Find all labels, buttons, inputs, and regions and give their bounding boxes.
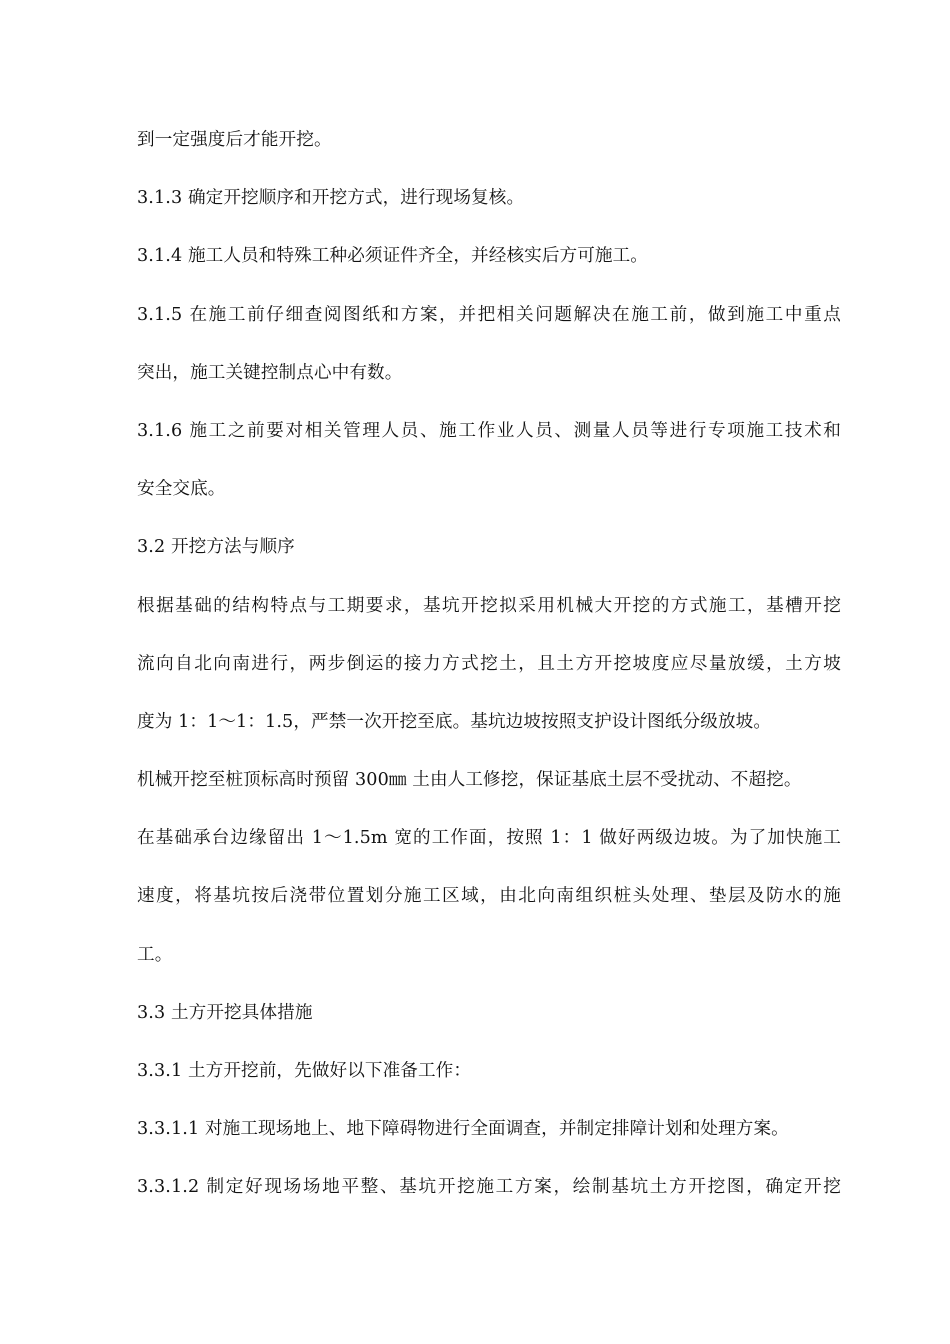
text-line-9: 根据基础的结构特点与工期要求，基坑开挖拟采用机械大开挖的方式施工，基槽开挖 bbox=[137, 595, 841, 616]
text-line-3: 3.1.4 施工人员和特殊工种必须证件齐全，并经核实后方可施工。 bbox=[137, 246, 648, 267]
document-body bbox=[137, 118, 841, 1224]
text-line-7: 安全交底。 bbox=[137, 479, 226, 500]
text-line-4: 3.1.5 在施工前仔细查阅图纸和方案，并把相关问题解决在施工前，做到施工中重点 bbox=[137, 304, 841, 325]
text-line-14: 速度，将基坑按后浇带位置划分施工区域，由北向南组织桩头处理、垫层及防水的施 bbox=[137, 886, 841, 907]
text-line-17: 3.3.1 土方开挖前，先做好以下准备工作： bbox=[137, 1061, 472, 1081]
text-line-19: 3.3.1.2 制定好现场场地平整、基坑开挖施工方案，绘制基坑土方开挖图，确定开挖 bbox=[137, 1177, 841, 1198]
text-line-2: 3.1.3 确定开挖顺序和开挖方式，进行现场复核。 bbox=[137, 188, 525, 209]
text-line-18: 3.3.1.1 对施工现场地上、地下障碍物进行全面调查，并制定排障计划和处理方案。 bbox=[137, 1119, 789, 1140]
text-line-15: 工。 bbox=[137, 944, 173, 965]
text-line-1: 到一定强度后才能开挖。 bbox=[137, 130, 332, 150]
text-line-5: 突出，施工关键控制点心中有数。 bbox=[137, 362, 403, 383]
section-heading-3-2: 3.2 开挖方法与顺序 bbox=[137, 537, 295, 558]
section-heading-3-3: 3.3 土方开挖具体措施 bbox=[137, 1002, 313, 1023]
text-line-13: 在基础承台边缘留出 1～1.5m 宽的工作面，按照 1：1 做好两级边坡。为了加快施工 bbox=[137, 828, 841, 849]
text-line-10: 流向自北向南进行，两步倒运的接力方式挖土，且土方开挖坡度应尽量放缓，土方坡 bbox=[137, 653, 841, 674]
text-line-12: 机械开挖至桩顶标高时预留 300㎜ 土由人工修挖，保证基底土层不受扰动、不超挖。 bbox=[137, 770, 802, 791]
text-line-11: 度为 1：1～1：1.5，严禁一次开挖至底。基坑边坡按照支护设计图纸分级放坡。 bbox=[137, 711, 772, 732]
text-line-6: 3.1.6 施工之前要对相关管理人员、施工作业人员、测量人员等进行专项施工技术和 bbox=[137, 420, 841, 441]
